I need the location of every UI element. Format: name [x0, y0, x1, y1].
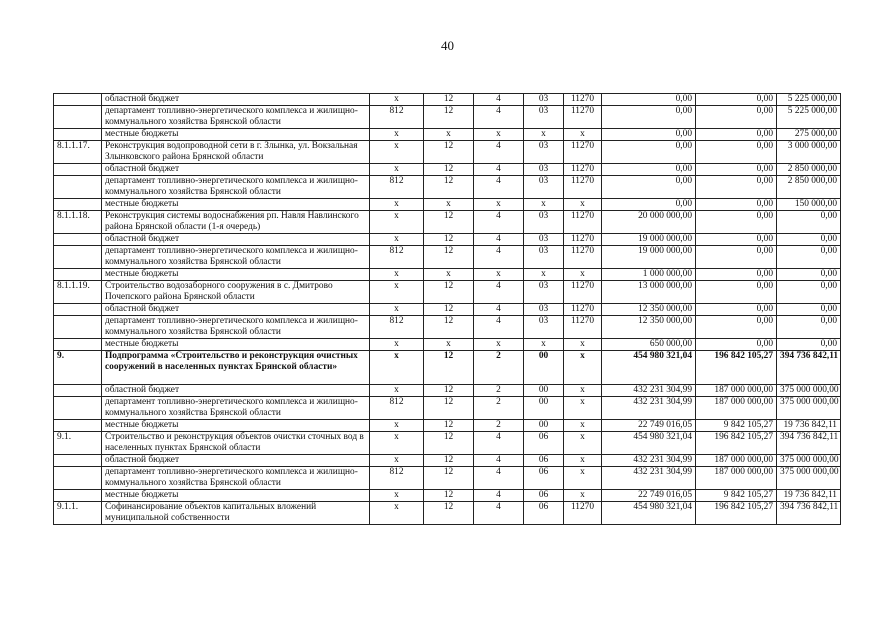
row-name: областной бюджет	[102, 304, 370, 316]
code-subprogram: 4	[474, 246, 524, 269]
row-name: Строительство и реконструкция объектов очистки сточных вод в населенных пунктах Брянской области	[102, 432, 370, 455]
amount-year-1: 0,00	[602, 176, 696, 199]
code-program: 12	[424, 385, 474, 397]
amount-year-1: 19 000 000,00	[602, 234, 696, 246]
row-number	[54, 467, 102, 490]
code-direction: 03	[524, 234, 564, 246]
code-direction: 03	[524, 164, 564, 176]
table-row	[54, 211, 841, 234]
code-direction: 03	[524, 316, 564, 339]
code-subprogram: 4	[474, 164, 524, 176]
row-name: местные бюджеты	[102, 199, 370, 211]
code-direction: 06	[524, 490, 564, 502]
code-admin: x	[370, 502, 424, 525]
code-admin: x	[370, 432, 424, 455]
amount-year-2: 196 842 105,27	[696, 351, 777, 385]
amount-year-3: 0,00	[777, 339, 841, 351]
amount-year-2: 187 000 000,00	[696, 397, 777, 420]
row-number	[54, 94, 102, 106]
row-name: департамент топливно-энергетического комплекса и жилищно-коммунального хозяйства Брянской области	[102, 316, 370, 339]
code-expense: x	[564, 420, 602, 432]
row-name: местные бюджеты	[102, 420, 370, 432]
code-admin: x	[370, 141, 424, 164]
amount-year-3: 394 736 842,11	[777, 432, 841, 455]
row-name: департамент топливно-энергетического комплекса и жилищно-коммунального хозяйства Брянской области	[102, 246, 370, 269]
amount-year-2: 0,00	[696, 339, 777, 351]
code-direction: 03	[524, 94, 564, 106]
row-number	[54, 455, 102, 467]
amount-year-2: 0,00	[696, 211, 777, 234]
code-program: 12	[424, 397, 474, 420]
row-name: местные бюджеты	[102, 339, 370, 351]
code-program: 12	[424, 176, 474, 199]
table-row	[54, 316, 841, 339]
amount-year-1: 650 000,00	[602, 339, 696, 351]
code-expense: 11270	[564, 246, 602, 269]
amount-year-3: 2 850 000,00	[777, 164, 841, 176]
amount-year-2: 196 842 105,27	[696, 432, 777, 455]
row-number	[54, 420, 102, 432]
code-expense: x	[564, 467, 602, 490]
code-program: 12	[424, 467, 474, 490]
code-admin: x	[370, 164, 424, 176]
amount-year-1: 12 350 000,00	[602, 316, 696, 339]
code-expense: 11270	[564, 164, 602, 176]
code-direction: 06	[524, 467, 564, 490]
row-number: 9.	[54, 351, 102, 385]
code-program: 12	[424, 490, 474, 502]
table-row	[54, 490, 841, 502]
code-expense: x	[564, 351, 602, 385]
amount-year-1: 22 749 016,05	[602, 490, 696, 502]
code-expense: x	[564, 490, 602, 502]
amount-year-3: 150 000,00	[777, 199, 841, 211]
code-admin: x	[370, 269, 424, 281]
row-name: местные бюджеты	[102, 269, 370, 281]
code-expense: 11270	[564, 141, 602, 164]
amount-year-1: 13 000 000,00	[602, 281, 696, 304]
row-number	[54, 164, 102, 176]
amount-year-2: 0,00	[696, 281, 777, 304]
amount-year-2: 0,00	[696, 176, 777, 199]
code-program: 12	[424, 211, 474, 234]
amount-year-2: 187 000 000,00	[696, 455, 777, 467]
row-name: Строительство водозаборного сооружения в с. Дмитрово Почепского района Брянской области	[102, 281, 370, 304]
row-name: местные бюджеты	[102, 490, 370, 502]
code-subprogram: x	[474, 269, 524, 281]
code-direction: 06	[524, 455, 564, 467]
row-number	[54, 106, 102, 129]
page-number: 40	[441, 38, 454, 53]
code-program: x	[424, 199, 474, 211]
code-subprogram: 4	[474, 304, 524, 316]
row-number	[54, 269, 102, 281]
code-program: 12	[424, 246, 474, 269]
amount-year-1: 0,00	[602, 129, 696, 141]
row-number	[54, 176, 102, 199]
code-program: 12	[424, 316, 474, 339]
code-admin: x	[370, 304, 424, 316]
code-program: 12	[424, 351, 474, 385]
amount-year-1: 432 231 304,99	[602, 467, 696, 490]
code-admin: x	[370, 490, 424, 502]
code-expense: x	[564, 199, 602, 211]
code-subprogram: 4	[474, 94, 524, 106]
code-direction: 03	[524, 176, 564, 199]
amount-year-3: 3 000 000,00	[777, 141, 841, 164]
code-expense: 11270	[564, 316, 602, 339]
amount-year-2: 0,00	[696, 199, 777, 211]
code-direction: x	[524, 199, 564, 211]
table-row	[54, 502, 841, 525]
amount-year-3: 19 736 842,11	[777, 420, 841, 432]
table-row	[54, 94, 841, 106]
code-subprogram: 4	[474, 455, 524, 467]
table-row	[54, 129, 841, 141]
code-subprogram: 4	[474, 176, 524, 199]
code-subprogram: x	[474, 339, 524, 351]
table-row	[54, 397, 841, 420]
row-name: департамент топливно-энергетического комплекса и жилищно-коммунального хозяйства Брянской области	[102, 397, 370, 420]
amount-year-3: 2 850 000,00	[777, 176, 841, 199]
amount-year-2: 0,00	[696, 164, 777, 176]
row-name: областной бюджет	[102, 164, 370, 176]
code-subprogram: 4	[474, 211, 524, 234]
code-program: x	[424, 339, 474, 351]
code-direction: x	[524, 129, 564, 141]
row-number	[54, 246, 102, 269]
amount-year-3: 5 225 000,00	[777, 106, 841, 129]
amount-year-1: 12 350 000,00	[602, 304, 696, 316]
row-name: Реконструкция водопроводной сети в г. Злынка, ул. Вокзальная Злынковского района Брянской области	[102, 141, 370, 164]
amount-year-3: 375 000 000,00	[777, 385, 841, 397]
amount-year-2: 0,00	[696, 141, 777, 164]
row-number: 9.1.	[54, 432, 102, 455]
table-row	[54, 339, 841, 351]
code-expense: x	[564, 339, 602, 351]
amount-year-2: 0,00	[696, 269, 777, 281]
amount-year-3: 375 000 000,00	[777, 455, 841, 467]
row-number	[54, 234, 102, 246]
amount-year-1: 454 980 321,04	[602, 502, 696, 525]
code-expense: 11270	[564, 94, 602, 106]
code-subprogram: 4	[474, 490, 524, 502]
row-number	[54, 339, 102, 351]
code-expense: 11270	[564, 211, 602, 234]
code-admin: 812	[370, 467, 424, 490]
code-direction: 06	[524, 432, 564, 455]
amount-year-2: 0,00	[696, 234, 777, 246]
row-name: департамент топливно-энергетического комплекса и жилищно-коммунального хозяйства Брянской области	[102, 467, 370, 490]
amount-year-3: 375 000 000,00	[777, 467, 841, 490]
code-subprogram: 4	[474, 234, 524, 246]
code-expense: 11270	[564, 502, 602, 525]
amount-year-3: 275 000,00	[777, 129, 841, 141]
amount-year-3: 0,00	[777, 316, 841, 339]
code-subprogram: 2	[474, 351, 524, 385]
amount-year-1: 432 231 304,99	[602, 397, 696, 420]
row-number	[54, 199, 102, 211]
row-number	[54, 129, 102, 141]
amount-year-2: 0,00	[696, 129, 777, 141]
amount-year-1: 19 000 000,00	[602, 246, 696, 269]
code-admin: 812	[370, 316, 424, 339]
code-admin: 812	[370, 397, 424, 420]
code-subprogram: x	[474, 199, 524, 211]
code-program: x	[424, 129, 474, 141]
code-program: 12	[424, 304, 474, 316]
amount-year-1: 454 980 321,04	[602, 432, 696, 455]
code-program: 12	[424, 106, 474, 129]
code-admin: x	[370, 339, 424, 351]
table-row	[54, 385, 841, 397]
amount-year-2: 0,00	[696, 316, 777, 339]
amount-year-1: 0,00	[602, 164, 696, 176]
table-row	[54, 281, 841, 304]
code-program: 12	[424, 420, 474, 432]
code-subprogram: 4	[474, 467, 524, 490]
code-program: 12	[424, 94, 474, 106]
code-admin: 812	[370, 246, 424, 269]
row-name: местные бюджеты	[102, 129, 370, 141]
code-subprogram: 4	[474, 141, 524, 164]
amount-year-3: 0,00	[777, 234, 841, 246]
amount-year-2: 9 842 105,27	[696, 420, 777, 432]
row-number: 8.1.1.17.	[54, 141, 102, 164]
amount-year-3: 394 736 842,11	[777, 502, 841, 525]
amount-year-2: 0,00	[696, 106, 777, 129]
code-expense: x	[564, 269, 602, 281]
row-name: областной бюджет	[102, 94, 370, 106]
amount-year-1: 0,00	[602, 199, 696, 211]
code-direction: 03	[524, 106, 564, 129]
amount-year-1: 432 231 304,99	[602, 385, 696, 397]
code-subprogram: 2	[474, 385, 524, 397]
amount-year-1: 22 749 016,05	[602, 420, 696, 432]
code-expense: x	[564, 385, 602, 397]
table-row	[54, 164, 841, 176]
code-subprogram: x	[474, 129, 524, 141]
code-admin: x	[370, 455, 424, 467]
table-body	[54, 94, 841, 525]
code-direction: 00	[524, 351, 564, 385]
code-expense: x	[564, 432, 602, 455]
table-row	[54, 467, 841, 490]
row-number	[54, 304, 102, 316]
table-row	[54, 432, 841, 455]
code-program: 12	[424, 502, 474, 525]
amount-year-3: 394 736 842,11	[777, 351, 841, 385]
amount-year-3: 0,00	[777, 246, 841, 269]
code-admin: 812	[370, 106, 424, 129]
amount-year-3: 0,00	[777, 281, 841, 304]
table-row	[54, 455, 841, 467]
row-number: 8.1.1.19.	[54, 281, 102, 304]
table-row	[54, 351, 841, 385]
code-direction: 03	[524, 211, 564, 234]
row-number: 8.1.1.18.	[54, 211, 102, 234]
code-subprogram: 4	[474, 502, 524, 525]
row-number	[54, 385, 102, 397]
row-name: Подпрограмма «Строительство и реконструкция очистных сооружений в населенных пунктах Брянской области»	[102, 351, 370, 385]
code-program: 12	[424, 455, 474, 467]
code-admin: x	[370, 129, 424, 141]
code-direction: 03	[524, 246, 564, 269]
table-row	[54, 304, 841, 316]
code-expense: x	[564, 129, 602, 141]
table-row	[54, 420, 841, 432]
amount-year-2: 0,00	[696, 246, 777, 269]
table-row	[54, 246, 841, 269]
code-direction: 03	[524, 304, 564, 316]
table-row	[54, 141, 841, 164]
code-admin: x	[370, 281, 424, 304]
table-row	[54, 176, 841, 199]
amount-year-2: 187 000 000,00	[696, 467, 777, 490]
code-direction: x	[524, 269, 564, 281]
code-subprogram: 4	[474, 106, 524, 129]
code-direction: 03	[524, 141, 564, 164]
code-admin: x	[370, 420, 424, 432]
budget-table	[53, 93, 841, 525]
code-program: 12	[424, 141, 474, 164]
code-program: 12	[424, 234, 474, 246]
code-program: 12	[424, 432, 474, 455]
code-direction: 03	[524, 281, 564, 304]
amount-year-3: 375 000 000,00	[777, 397, 841, 420]
code-program: 12	[424, 281, 474, 304]
code-subprogram: 4	[474, 281, 524, 304]
code-admin: x	[370, 211, 424, 234]
code-subprogram: 2	[474, 397, 524, 420]
row-name: департамент топливно-энергетического комплекса и жилищно-коммунального хозяйства Брянской области	[102, 176, 370, 199]
amount-year-1: 20 000 000,00	[602, 211, 696, 234]
code-admin: x	[370, 385, 424, 397]
amount-year-1: 0,00	[602, 106, 696, 129]
code-admin: 812	[370, 176, 424, 199]
code-admin: x	[370, 351, 424, 385]
amount-year-2: 0,00	[696, 304, 777, 316]
code-expense: 11270	[564, 234, 602, 246]
code-admin: x	[370, 234, 424, 246]
code-expense: 11270	[564, 106, 602, 129]
amount-year-3: 19 736 842,11	[777, 490, 841, 502]
row-number	[54, 316, 102, 339]
code-expense: x	[564, 397, 602, 420]
amount-year-1: 454 980 321,04	[602, 351, 696, 385]
amount-year-1: 432 231 304,99	[602, 455, 696, 467]
code-direction: 06	[524, 502, 564, 525]
table-row	[54, 269, 841, 281]
code-program: x	[424, 269, 474, 281]
row-name: областной бюджет	[102, 455, 370, 467]
table-row	[54, 234, 841, 246]
code-admin: x	[370, 94, 424, 106]
amount-year-3: 5 225 000,00	[777, 94, 841, 106]
row-number	[54, 397, 102, 420]
code-direction: x	[524, 339, 564, 351]
row-name: областной бюджет	[102, 234, 370, 246]
code-admin: x	[370, 199, 424, 211]
code-expense: 11270	[564, 176, 602, 199]
code-subprogram: 4	[474, 432, 524, 455]
row-name: областной бюджет	[102, 385, 370, 397]
amount-year-3: 0,00	[777, 269, 841, 281]
code-expense: x	[564, 455, 602, 467]
amount-year-3: 0,00	[777, 211, 841, 234]
amount-year-1: 0,00	[602, 94, 696, 106]
code-subprogram: 2	[474, 420, 524, 432]
amount-year-2: 187 000 000,00	[696, 385, 777, 397]
code-program: 12	[424, 164, 474, 176]
row-name: Софинансирование объектов капитальных вложений муниципальной собственности	[102, 502, 370, 525]
code-direction: 00	[524, 420, 564, 432]
code-direction: 00	[524, 397, 564, 420]
row-number: 9.1.1.	[54, 502, 102, 525]
code-direction: 00	[524, 385, 564, 397]
row-number	[54, 490, 102, 502]
code-expense: 11270	[564, 304, 602, 316]
amount-year-2: 0,00	[696, 94, 777, 106]
amount-year-1: 1 000 000,00	[602, 269, 696, 281]
code-expense: 11270	[564, 281, 602, 304]
amount-year-1: 0,00	[602, 141, 696, 164]
amount-year-2: 196 842 105,27	[696, 502, 777, 525]
amount-year-2: 9 842 105,27	[696, 490, 777, 502]
table-row	[54, 106, 841, 129]
row-name: Реконструкция системы водоснабжения рп. Навля Навлинского района Брянской области (1-я очередь)	[102, 211, 370, 234]
row-name: департамент топливно-энергетического комплекса и жилищно-коммунального хозяйства Брянской области	[102, 106, 370, 129]
table-row	[54, 199, 841, 211]
amount-year-3: 0,00	[777, 304, 841, 316]
code-subprogram: 4	[474, 316, 524, 339]
